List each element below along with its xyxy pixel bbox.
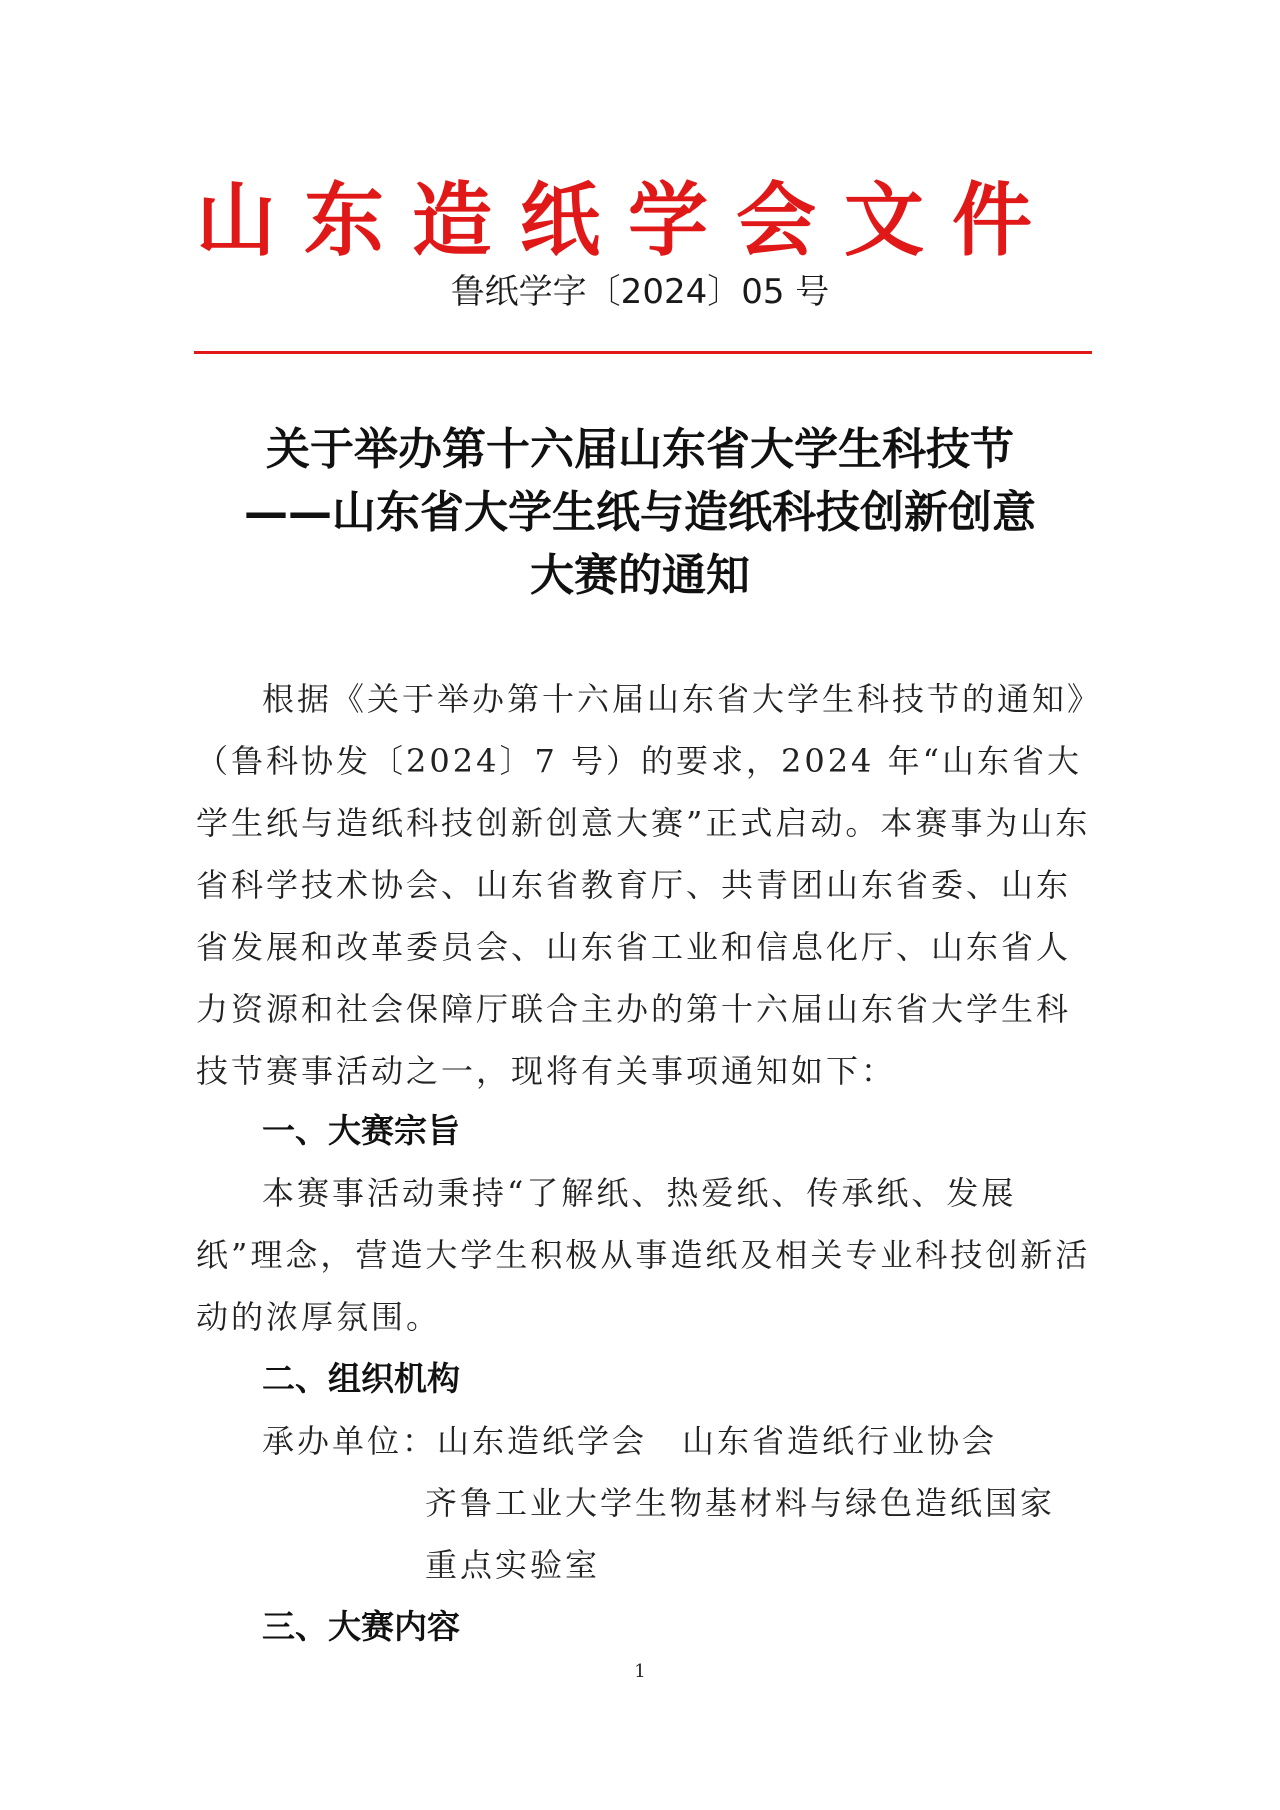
intro-paragraph: 根据《关于举办第十六届山东省大学生科技节的通知》（鲁科协发〔2024〕7 号）的要求，2024 年“山东省大学生纸与造纸科技创新创意大赛”正式启动。本赛事为山东省科学技术协会、山东省教育厅、共青团山东省委、山东省发展和改革委员会、山东省工业和信息化厅、山东省人力资源和社会保障厅联合主办的第十六届山东省大学生科技节赛事活动之一，现将有关事项通知如下： xyxy=(196,680,1091,1090)
section-heading-organization: 二、组织机构 xyxy=(262,1359,460,1398)
organizer-line-2: 齐鲁工业大学生物基材料与绿色造纸国家 xyxy=(425,1484,1056,1522)
notice-title-line-3: 大赛的通知 xyxy=(530,550,750,601)
notice-title-line-1: 关于举办第十六届山东省大学生科技节 xyxy=(266,424,1014,475)
organizer-line-1: 承办单位：山东造纸学会 山东省造纸行业协会 xyxy=(262,1422,998,1460)
section-heading-content: 三、大赛内容 xyxy=(262,1607,460,1646)
document-header-title: 山东造纸学会文件 xyxy=(196,173,1060,267)
section-heading-purpose: 一、大赛宗旨 xyxy=(262,1111,460,1150)
notice-title-line-2: ——山东省大学生纸与造纸科技创新创意 xyxy=(244,487,1036,538)
page-number: 1 xyxy=(634,1661,646,1682)
notice-title xyxy=(150,418,1130,607)
red-divider-line xyxy=(194,351,1092,354)
organizer-line-3: 重点实验室 xyxy=(425,1546,601,1584)
purpose-paragraph: 本赛事活动秉持“了解纸、热爱纸、传承纸、发展纸”理念，营造大学生积极从事造纸及相关专业科技创新活动的浓厚氛围。 xyxy=(196,1174,1091,1336)
document-number: 鲁纸学字〔2024〕05 号 xyxy=(450,272,830,312)
